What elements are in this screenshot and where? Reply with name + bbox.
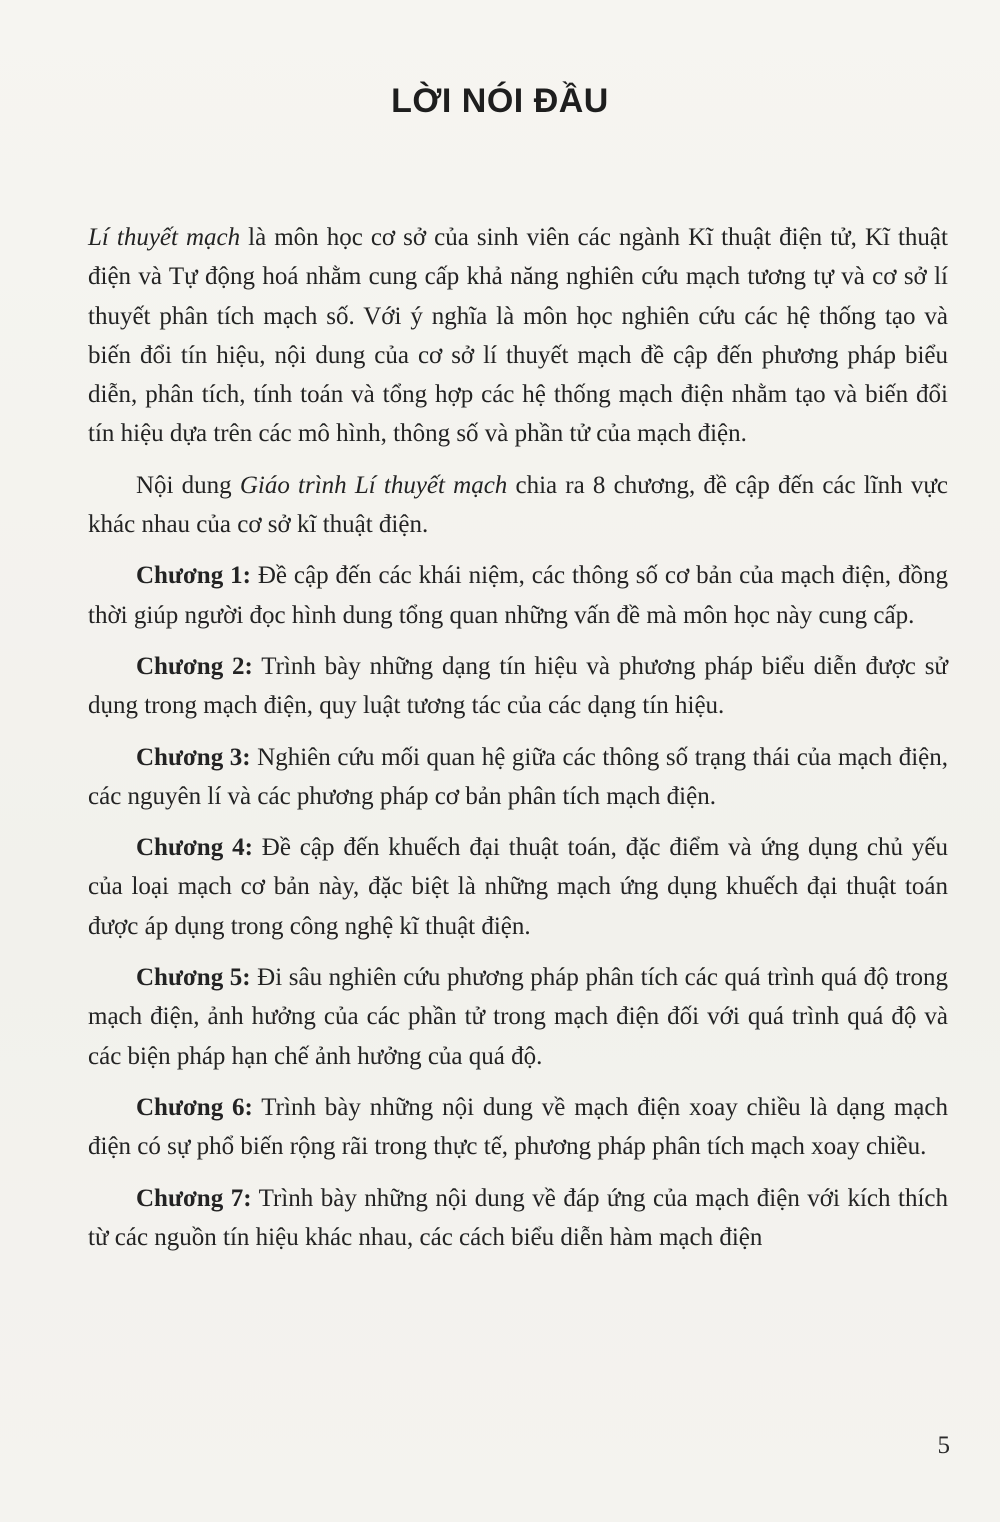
chapter-label: Chương 3: [136,743,251,771]
content-intro-italic-term: Giáo trình Lí thuyết mạch [239,471,508,499]
chapter-text: Đi sâu nghiên cứu phương pháp phân tích các quá trình quá độ trong mạch điện, ảnh hưởng của các phần tử trong mạch điện đối với quá trình quá độ và các biện pháp hạn chế ảnh hưởng của quá độ. [88,964,948,1070]
chapter-label: Chương 2: [136,652,253,680]
chapter-text: Trình bày những nội dung về mạch điện xoay chiều là dạng mạch điện có sự phổ biến rộng rãi trong thực tế, phương pháp phân tích mạch xoay chiều. [88,1093,948,1161]
chapter-5-paragraph [88,958,948,1076]
chapter-4-paragraph [88,828,948,946]
chapter-2-paragraph [88,647,948,726]
chapter-text: Đề cập đến khuếch đại thuật toán, đặc điểm và ứng dụng chủ yếu của loại mạch cơ bản này, đặc biệt là những mạch ứng dụng khuếch đại thuật toán được áp dụng trong công nghệ kĩ thuật điện. [88,834,948,940]
intro-italic-term: Lí thuyết mạch [88,224,241,251]
content-intro-suffix: chia ra 8 chương, đề cập đến các lĩnh vực khác nhau của cơ sở kĩ thuật điện. [88,471,949,539]
chapter-label: Chương 6: [136,1093,253,1121]
page-title: LỜI NÓI ĐẦU [391,82,609,120]
chapter-text: Trình bày những dạng tín hiệu và phương pháp biểu diễn được sử dụng trong mạch điện, quy luật tương tác của các dạng tín hiệu. [88,652,948,720]
page-number: 5 [937,1432,950,1459]
content-intro-paragraph [88,466,948,545]
preface-body [88,218,948,1269]
intro-text: là môn học cơ sở của sinh viên các ngành Kĩ thuật điện tử, Kĩ thuật điện và Tự động hoá nhằm cung cấp khả năng nghiên cứu mạch tương tự và cơ sở lí thuyết phân tích mạch số. Với ý nghĩa là môn học nghiên cứu các hệ thống tạo và biến đổi tín hiệu, nội dung của cơ sở lí thuyết mạch đề cập đến phương pháp biểu diễn, phân tích, tính toán và tổng hợp các hệ thống mạch điện nhằm tạo và biến đổi tín hiệu dựa trên các mô hình, thông số và phần tử của mạch điện. [88,224,948,448]
chapter-label: Chương 4: [136,834,253,862]
chapter-7-paragraph [88,1179,948,1258]
chapter-6-paragraph [88,1088,948,1167]
chapter-text: Nghiên cứu mối quan hệ giữa các thông số trạng thái của mạch điện, các nguyên lí và các phương pháp cơ bản phân tích mạch điện. [88,743,948,810]
chapter-text: Trình bày những nội dung về đáp ứng của mạch điện với kích thích từ các nguồn tín hiệu khác nhau, các cách biểu diễn hàm mạch điện [88,1184,948,1251]
intro-paragraph [88,218,948,454]
chapter-label: Chương 7: [136,1184,252,1212]
chapter-1-paragraph [88,556,948,635]
chapter-label: Chương 1: [136,562,251,590]
content-intro-prefix: Nội dung [136,471,240,499]
chapter-label: Chương 5: [136,964,251,992]
chapter-3-paragraph [88,738,948,817]
chapter-text: Đề cập đến các khái niệm, các thông số cơ bản của mạch điện, đồng thời giúp người đọc hình dung tổng quan những vấn đề mà môn học này cung cấp. [88,562,948,629]
